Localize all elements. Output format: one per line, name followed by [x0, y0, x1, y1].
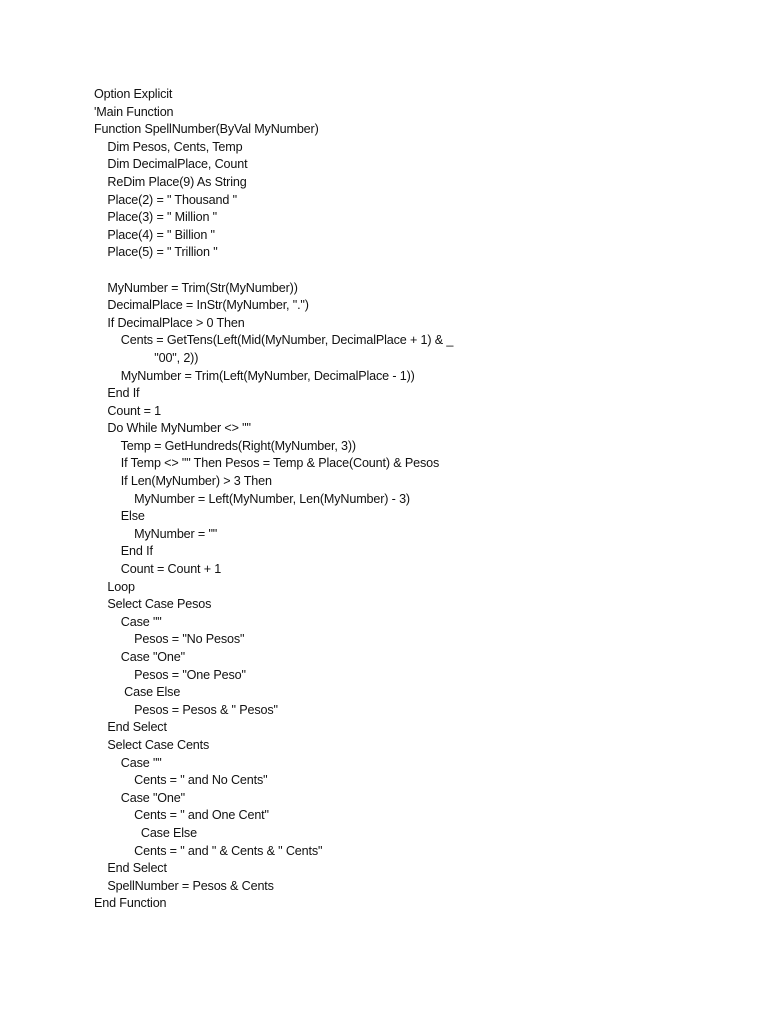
code-line: MyNumber = "" — [94, 526, 218, 541]
code-line: Do While MyNumber <> "" — [94, 421, 251, 436]
code-line: Option Explicit — [94, 87, 173, 101]
code-line: Count = Count + 1 — [94, 562, 222, 577]
code-line: Cents = " and One Cent" — [94, 808, 269, 823]
code-line: Else — [94, 509, 145, 524]
code-line: MyNumber = Trim(Left(MyNumber, DecimalPlace - 1)) — [94, 368, 415, 383]
code-line: Cents = " and " & Cents & " Cents" — [94, 843, 323, 858]
code-line: Case "One" — [94, 650, 185, 664]
code-line: Cents = GetTens(Left(Mid(MyNumber, DecimalPlace + 1) & _ — [94, 333, 454, 348]
code-line: If Len(MyNumber) > 3 Then — [94, 474, 272, 489]
code-line: End If — [94, 386, 140, 401]
code-line: Case "" — [94, 755, 162, 770]
code-line: Function SpellNumber(ByVal MyNumber) — [94, 122, 319, 137]
code-line: End Select — [94, 720, 167, 735]
code-line: Case Else — [94, 685, 181, 700]
code-line: Dim Pesos, Cents, Temp — [94, 139, 243, 154]
code-line: Place(4) = " Billion " — [94, 227, 215, 242]
code-line: Pesos = "No Pesos" — [94, 632, 245, 647]
code-line: Temp = GetHundreds(Right(MyNumber, 3)) — [94, 438, 356, 453]
code-line: End Function — [94, 896, 167, 911]
code-line: If DecimalPlace > 0 Then — [94, 315, 245, 330]
code-line: Pesos = "One Peso" — [94, 667, 246, 682]
code-line: Case Else — [94, 825, 197, 840]
code-line: End If — [94, 544, 153, 559]
code-line: Place(2) = " Thousand " — [94, 192, 237, 207]
code-line: Select Case Pesos — [94, 597, 212, 612]
code-line: DecimalPlace = InStr(MyNumber, ".") — [94, 298, 309, 313]
code-line: Count = 1 — [94, 403, 162, 418]
code-line: "00", 2)) — [94, 350, 199, 365]
code-line: Place(3) = " Million " — [94, 210, 217, 225]
code-line: Case "" — [94, 614, 162, 629]
code-line: Pesos = Pesos & " Pesos" — [94, 702, 278, 717]
code-line: MyNumber = Left(MyNumber, Len(MyNumber) - 3) — [94, 491, 410, 506]
code-line: Place(5) = " Trillion " — [94, 245, 218, 260]
code-line: Dim DecimalPlace, Count — [94, 157, 248, 172]
code-line: End Select — [94, 861, 167, 876]
code-listing — [94, 86, 714, 913]
code-line: Case "One" — [94, 790, 185, 805]
code-line: Cents = " and No Cents" — [94, 773, 268, 788]
code-line: Loop — [94, 579, 135, 594]
code-line: ReDim Place(9) As String — [94, 174, 247, 189]
code-line — [94, 262, 714, 280]
code-line: Select Case Cents — [94, 737, 210, 752]
code-line: SpellNumber = Pesos & Cents — [94, 878, 274, 893]
code-line: 'Main Function — [94, 104, 174, 119]
code-line: If Temp <> "" Then Pesos = Temp & Place(Count) & Pesos — [94, 456, 440, 471]
code-line: MyNumber = Trim(Str(MyNumber)) — [94, 280, 298, 295]
